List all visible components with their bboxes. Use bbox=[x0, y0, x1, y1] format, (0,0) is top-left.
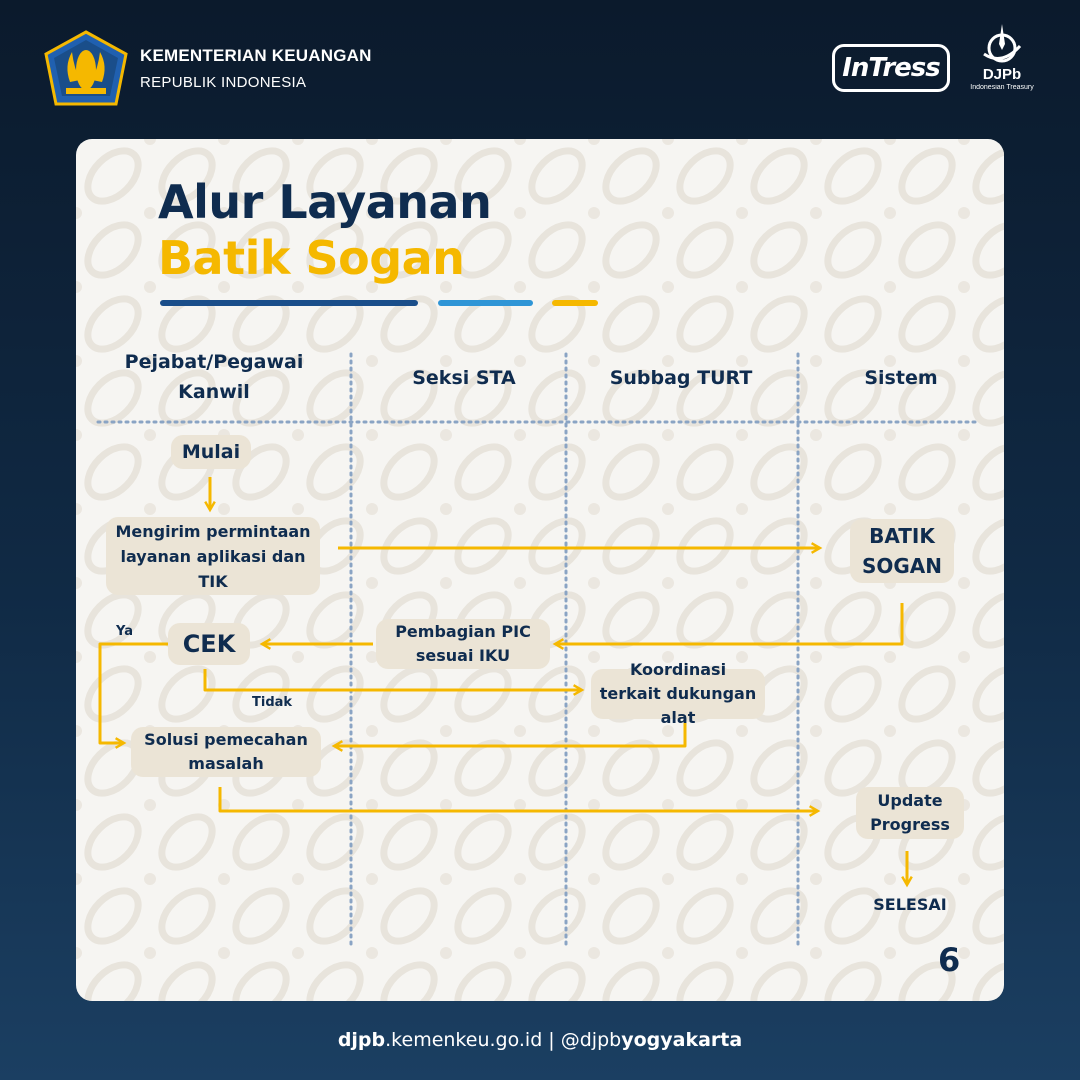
edge-label-tidak: Tidak bbox=[252, 695, 293, 710]
title-line-1: Alur Layanan bbox=[158, 175, 492, 229]
page-number: 6 bbox=[938, 941, 961, 979]
connector-solusi-update bbox=[220, 787, 818, 811]
node-solusi: Solusi pemecahan masalah bbox=[131, 727, 321, 777]
djpb-subtitle: Indonesian Treasury bbox=[970, 84, 1034, 91]
node-cek: CEK bbox=[168, 623, 250, 665]
djpb-mark-icon bbox=[982, 20, 1022, 66]
footer-domain-bold: djpb bbox=[337, 1029, 386, 1051]
org-text bbox=[140, 46, 372, 91]
connector-batik-pic bbox=[555, 603, 902, 644]
org-name: KEMENTERIAN KEUANGAN bbox=[140, 45, 372, 65]
lane-header-sistem: Sistem bbox=[864, 367, 938, 389]
content-card bbox=[76, 139, 1004, 1001]
node-mulai: Mulai bbox=[171, 435, 251, 469]
footer-domain-rest: .kemenkeu.go.id | @djpb bbox=[385, 1029, 622, 1051]
djpb-name: DJPb bbox=[982, 66, 1022, 83]
footer bbox=[0, 1029, 1080, 1051]
org-country: REPUBLIK INDONESIA bbox=[140, 73, 307, 91]
node-selesai: SELESAI bbox=[873, 895, 947, 914]
intress-logo: InTress bbox=[832, 44, 950, 92]
footer-handle-bold: yogyakarta bbox=[621, 1029, 743, 1051]
node-koordinasi: Koordinasi terkait dukungan alat bbox=[591, 669, 765, 719]
djpb-logo bbox=[962, 20, 1042, 106]
header-left bbox=[44, 30, 372, 106]
connector-cek-tidak-koord bbox=[205, 669, 582, 690]
lane-header-pejabat: Pejabat/Pegawai Kanwil bbox=[124, 351, 304, 403]
lane-header-subbag-turt: Subbag TURT bbox=[609, 367, 753, 389]
edge-label-ya: Ya bbox=[116, 624, 133, 639]
node-batik-sogan: BATIK SOGAN bbox=[850, 519, 954, 583]
title-line-2: Batik Sogan bbox=[158, 231, 465, 285]
node-update-progress: Update Progress bbox=[856, 787, 964, 839]
kemenkeu-logo-icon bbox=[44, 30, 128, 106]
node-mengirim-permintaan: Mengirim permintaan layanan aplikasi dan TIK bbox=[106, 517, 320, 595]
node-pembagian-pic: Pembagian PIC sesuai IKU bbox=[376, 619, 550, 669]
lane-header-seksi-sta: Seksi STA bbox=[412, 367, 516, 389]
